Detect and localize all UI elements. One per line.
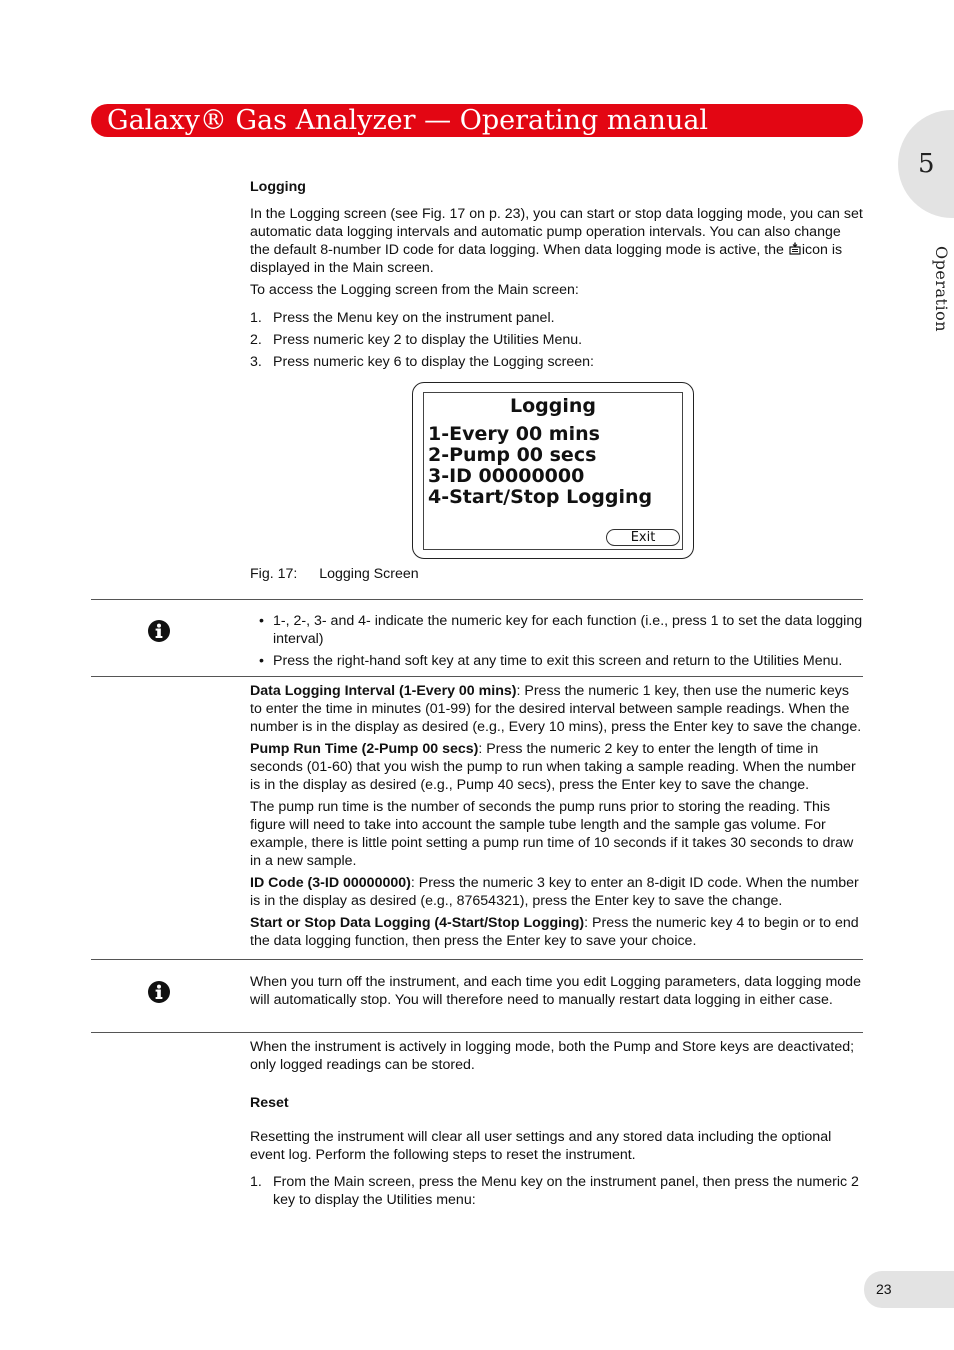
list-item bbox=[250, 309, 863, 327]
step-number: 2. bbox=[250, 332, 262, 348]
option-label: Data Logging Interval (1-Every 00 mins) bbox=[250, 683, 517, 699]
info-icon bbox=[148, 620, 170, 642]
screen-line-interval: 1-Every 00 mins bbox=[428, 423, 600, 445]
step-text: Press numeric key 6 to display the Logging screen: bbox=[273, 354, 594, 370]
list-item bbox=[250, 1173, 863, 1209]
divider bbox=[91, 959, 863, 960]
page-title: Galaxy® Gas Analyzer — Operating manual bbox=[107, 105, 709, 136]
logging-section bbox=[250, 178, 863, 371]
option-label: Start or Stop Data Logging (4-Start/Stop Logging) bbox=[250, 915, 585, 931]
logging-screen-illustration bbox=[412, 382, 694, 559]
figure-title: Logging Screen bbox=[319, 566, 419, 582]
step-text: From the Main screen, press the Menu key on the instrument panel, then press the numeric 2 key to display the Utilities menu: bbox=[273, 1174, 859, 1208]
list-item bbox=[250, 353, 863, 371]
note-1-bullets bbox=[250, 612, 863, 670]
option-text: : Press the numeric key 4 to begin or to end the data logging function, then press the Enter key to save your choice. bbox=[250, 915, 859, 949]
after-note-text bbox=[250, 1038, 863, 1074]
logging-intro-tail: icon is displayed in the Main screen. bbox=[250, 242, 843, 276]
step-text: Press numeric key 2 to display the Utilities Menu. bbox=[273, 332, 583, 348]
figure-number: Fig. 17: bbox=[250, 566, 298, 582]
logging-intro-text: In the Logging screen (see Fig. 17 on p. 23), you can start or stop data logging mode, you can set automatic data logging intervals and automatic pump operation intervals. You can also change the default 8-number ID code for data logging. When data logging mode is active, the bbox=[250, 206, 863, 258]
reset-section bbox=[250, 1094, 863, 1209]
divider bbox=[91, 676, 863, 677]
step-number: 1. bbox=[250, 1174, 262, 1190]
option-label: Pump Run Time (2-Pump 00 secs) bbox=[250, 741, 479, 757]
list-item bbox=[250, 331, 863, 349]
list-item bbox=[250, 612, 863, 648]
step-number: 3. bbox=[250, 354, 262, 370]
option-id bbox=[250, 874, 863, 910]
figure-caption bbox=[250, 565, 863, 583]
header-bar bbox=[91, 104, 863, 137]
option-start-stop bbox=[250, 914, 863, 950]
divider bbox=[91, 1032, 863, 1033]
step-number: 1. bbox=[250, 310, 262, 326]
logging-steps bbox=[250, 309, 863, 371]
logging-access-text: To access the Logging screen from the Main screen: bbox=[250, 282, 579, 298]
screen-display bbox=[423, 392, 683, 550]
divider bbox=[91, 599, 863, 600]
option-text: The pump run time is the number of seconds the pump runs prior to storing the reading. This figure will need to take into account the sample tube length and the sample gas volume. For example, there is little point setting a pump run time of 10 seconds if it takes 30 seconds to draw in a new sample. bbox=[250, 799, 854, 869]
bullet-dot: • bbox=[259, 613, 264, 629]
pump-explanation bbox=[250, 798, 863, 870]
list-item bbox=[250, 652, 863, 670]
screen-title: Logging bbox=[509, 395, 596, 417]
note-2-text: When you turn off the instrument, and each time you edit Logging parameters, data logging mode will automatically stop. You will therefore need to manually restart data logging in either case. bbox=[250, 974, 861, 1008]
logging-options bbox=[250, 682, 863, 950]
info-icon bbox=[148, 981, 170, 1003]
logging-mode-note: When the instrument is actively in logging mode, both the Pump and Store keys are deactivated; only logged readings can be stored. bbox=[250, 1039, 855, 1073]
screen-exit-softkey: Exit bbox=[606, 529, 680, 546]
note-1-bullet-text: Press the right-hand soft key at any time to exit this screen and return to the Utilities Menu. bbox=[273, 653, 843, 669]
chapter-number: 5 bbox=[918, 149, 935, 179]
option-text: : Press the numeric 2 key to enter the length of time in seconds (01-60) that you wish the pump to run when taking a sample reading. When the number is in the display as desired (e.g., Pump 40 secs), press the Enter key to save the change. bbox=[250, 741, 856, 793]
note-1-bullet-text: 1-, 2-, 3- and 4- indicate the numeric key for each function (i.e., press 1 to set the data logging interval) bbox=[273, 613, 863, 647]
note-1 bbox=[250, 612, 863, 670]
section-label: Operation bbox=[932, 246, 951, 332]
screen-line-pump: 2-Pump 00 secs bbox=[428, 444, 597, 466]
page-number: 23 bbox=[876, 1281, 892, 1297]
option-pump bbox=[250, 740, 863, 794]
option-interval bbox=[250, 682, 863, 736]
logging-intro bbox=[250, 205, 863, 277]
logging-heading: Logging bbox=[250, 179, 306, 195]
step-text: Press the Menu key on the instrument panel. bbox=[273, 310, 555, 326]
screen-line-start-stop: 4-Start/Stop Logging bbox=[428, 486, 653, 508]
note-2 bbox=[250, 973, 863, 1009]
reset-heading: Reset bbox=[250, 1095, 289, 1111]
reset-steps bbox=[250, 1173, 863, 1209]
reset-intro: Resetting the instrument will clear all user settings and any stored data including the optional event log. Perform the following steps to reset the instrument. bbox=[250, 1129, 832, 1163]
logging-active-icon bbox=[789, 242, 801, 255]
screen-line-id: 3-ID 00000000 bbox=[428, 465, 585, 487]
option-label: ID Code (3-ID 00000000) bbox=[250, 875, 411, 891]
option-text: : Press the numeric 1 key, then use the numeric keys to enter the time in minutes (01-99) for the desired interval between sample readings. When the number is in the display as desired (e.g., Every 10 mins), press the Enter key to save the change. bbox=[250, 683, 862, 735]
bullet-dot: • bbox=[259, 653, 264, 669]
option-text: : Press the numeric 3 key to enter an 8-digit ID code. When the number is in the display as desired (e.g., 87654321), press the Enter key to save the change. bbox=[250, 875, 859, 909]
